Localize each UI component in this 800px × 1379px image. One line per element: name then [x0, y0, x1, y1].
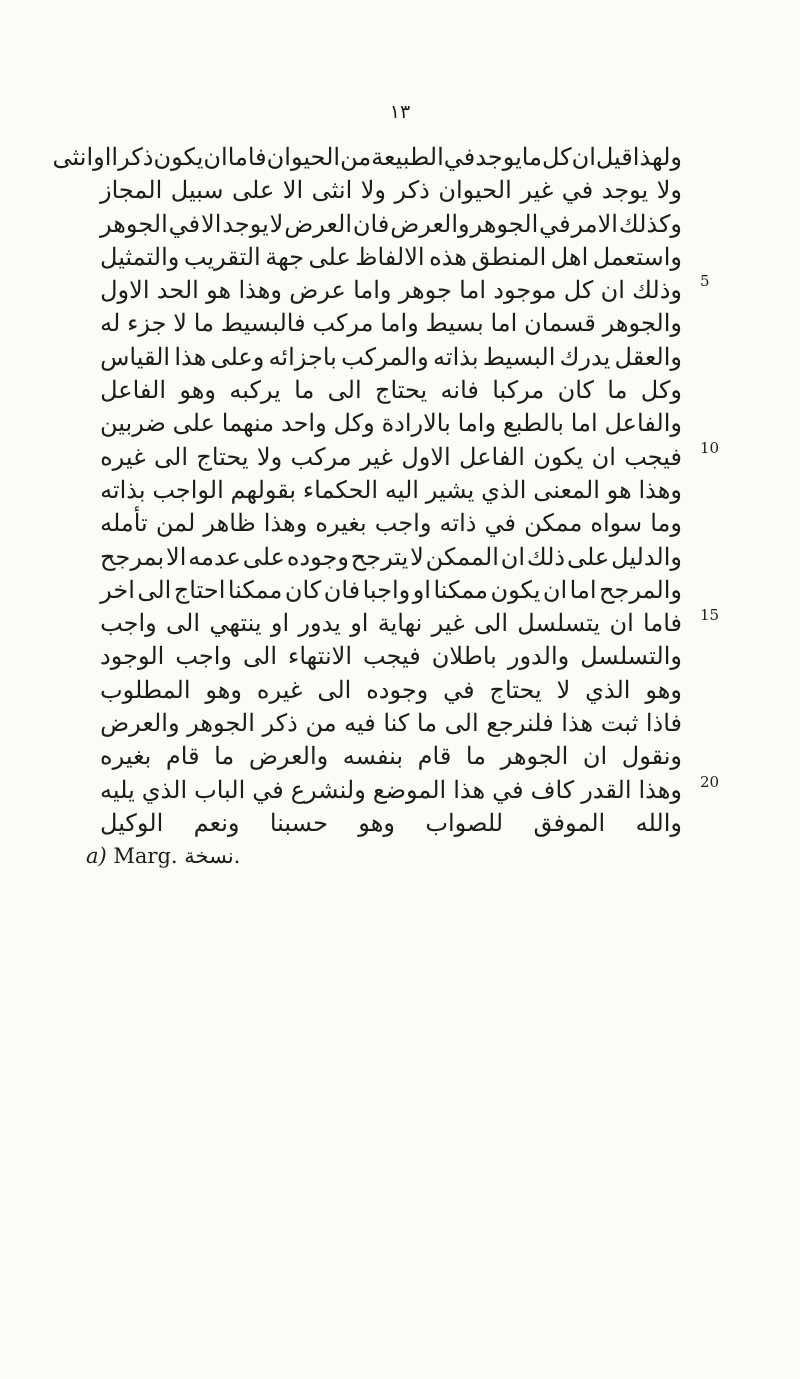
text-line: [100, 707, 682, 740]
text-line: [100, 274, 682, 307]
word: فانه: [440, 376, 479, 405]
word: على: [242, 542, 285, 571]
word: منهما: [221, 409, 275, 438]
word: ان: [600, 276, 625, 305]
word: او: [93, 143, 112, 171]
word: الباب: [194, 775, 246, 804]
word: وهذا: [263, 509, 308, 538]
word: الجوهر: [470, 209, 539, 238]
text-line: [100, 441, 682, 474]
word: قام: [165, 742, 200, 771]
word: سبيل: [170, 176, 224, 205]
word: عرض: [289, 276, 346, 305]
text-line: [100, 574, 682, 607]
word: الاول: [401, 442, 451, 471]
word: كنا: [383, 709, 410, 738]
word: كل: [563, 276, 594, 305]
word: ما: [193, 309, 214, 338]
word: يوجد: [601, 176, 649, 205]
word: ثبت: [600, 709, 639, 738]
word: التقريب: [183, 242, 261, 271]
word: الا: [282, 176, 304, 205]
word: وهو: [179, 376, 217, 405]
word: العرض: [284, 209, 353, 238]
word: في: [443, 675, 475, 704]
word: وهو: [205, 675, 243, 704]
word: الا: [166, 542, 187, 571]
word: والدليل: [611, 542, 682, 571]
word: ان: [203, 143, 228, 171]
word: الى: [317, 675, 352, 704]
word: في: [561, 176, 594, 205]
word: المنطق: [471, 242, 547, 271]
text-line: [100, 807, 682, 840]
word: ما: [521, 143, 542, 171]
word: سواه: [590, 509, 643, 538]
word: ما: [607, 376, 628, 405]
word: هو: [206, 276, 232, 305]
word: وكل: [640, 376, 682, 405]
word: جهة: [265, 242, 304, 271]
word: الجوهر: [100, 209, 168, 238]
word: الا: [201, 209, 222, 238]
word: ولا: [656, 176, 682, 205]
word: الواجب: [152, 475, 224, 504]
word: الامر: [571, 209, 618, 238]
word: ولا: [360, 176, 386, 205]
text-line: [100, 474, 682, 507]
word: ما: [294, 376, 315, 405]
word: كاف: [530, 775, 575, 804]
word: انثى: [52, 143, 94, 171]
text-line: [100, 407, 682, 440]
word: اخر: [100, 575, 135, 604]
word: ما: [214, 742, 235, 771]
word: الحيوان: [266, 143, 341, 171]
page-number: ١٣: [389, 101, 411, 123]
word: وجوده: [366, 675, 429, 704]
word: وهو: [645, 675, 682, 704]
word: بنفسه: [342, 742, 404, 771]
word: المطلوب: [100, 675, 191, 704]
word: وكذلك: [618, 209, 682, 238]
word: بالطبع: [502, 409, 564, 438]
word: الوجود: [100, 642, 165, 671]
text-line: [100, 307, 682, 340]
word: الى: [137, 575, 172, 604]
text-line: [100, 174, 682, 207]
word: الى: [166, 609, 201, 638]
word: فالبسيط: [220, 309, 306, 338]
word: يدور: [298, 609, 341, 638]
word: او: [350, 609, 369, 638]
word: ما: [416, 709, 438, 738]
footnote-text: Marg. نسخة.: [113, 844, 241, 868]
word: بالارادة: [381, 409, 451, 438]
word: يشير: [425, 475, 475, 504]
word: الذي: [585, 675, 631, 704]
word: ذلك: [526, 542, 566, 571]
word: يكون: [490, 575, 541, 604]
line-number: 15: [700, 606, 720, 624]
word: الفاعل: [100, 376, 167, 405]
word: الذي: [481, 475, 527, 504]
word: ولهذا: [632, 143, 682, 171]
word: ونعم: [193, 808, 240, 837]
word: في: [168, 209, 201, 238]
word: اليه: [384, 475, 419, 504]
word: يركبه: [229, 376, 281, 405]
text-line: [100, 208, 682, 241]
word: كان: [284, 575, 322, 604]
word: حسبنا: [269, 808, 328, 837]
word: واجب: [100, 609, 157, 638]
word: موجود: [493, 276, 557, 305]
word: ان: [591, 442, 616, 471]
word: ان: [582, 742, 608, 771]
word: من: [340, 143, 372, 171]
word: غير: [359, 442, 393, 471]
word: انثى: [311, 176, 353, 205]
word: لا: [410, 542, 424, 571]
word: يحتاج: [374, 376, 428, 405]
word: او: [270, 609, 290, 638]
text-line: [100, 241, 682, 274]
main-text: [52, 141, 682, 840]
text-line: [100, 541, 682, 574]
word: كان: [557, 376, 594, 405]
word: نهاية: [377, 609, 423, 638]
word: في: [484, 509, 516, 538]
word: باجزائه: [268, 342, 337, 371]
word: غير: [520, 176, 554, 205]
word: والمركب: [341, 342, 429, 371]
word: في: [252, 775, 284, 804]
word: له: [100, 309, 121, 338]
word: الفاعل: [459, 442, 525, 471]
word: هو: [606, 475, 632, 504]
word: الى: [243, 642, 278, 671]
text-line: [100, 774, 682, 807]
word: ان: [500, 542, 526, 571]
word: على: [308, 242, 351, 271]
word: لا: [269, 209, 284, 238]
word: ممكنا: [433, 575, 488, 604]
word: فيه: [344, 709, 376, 738]
word: الالفاظ: [355, 242, 425, 271]
word: ونقول: [621, 742, 682, 771]
word: الممكن: [425, 542, 499, 571]
word: ان: [542, 575, 568, 604]
word: الاول: [100, 276, 150, 305]
word: وهذا: [238, 276, 282, 305]
text-line: [100, 374, 682, 407]
word: المعنى: [533, 475, 600, 504]
word: واجبا: [362, 575, 411, 604]
word: ذاته: [439, 509, 477, 538]
word: في: [443, 143, 476, 171]
word: الانتهاء: [288, 642, 352, 671]
word: والعقل: [614, 342, 682, 371]
text-line: [100, 640, 682, 673]
word: واجب: [175, 642, 233, 671]
word: القدر: [581, 775, 632, 804]
word: الى: [444, 709, 479, 738]
word: من: [305, 709, 337, 738]
word: يحتاج: [196, 442, 249, 471]
word: فيجب: [624, 442, 682, 471]
word: قيل: [595, 143, 633, 171]
word: والدور: [507, 642, 570, 671]
word: واستعمل: [592, 242, 682, 271]
word: مركبا: [492, 376, 545, 405]
word: يوجد: [222, 209, 269, 238]
word: والعرض: [248, 742, 329, 771]
word: قسمان: [524, 309, 596, 338]
word: هذه: [429, 242, 467, 271]
word: لا: [556, 675, 571, 704]
word: على: [566, 542, 610, 571]
word: ذكرا: [111, 143, 154, 171]
word: والله: [635, 808, 682, 837]
word: يكون: [153, 143, 204, 171]
word: ذكر: [394, 176, 430, 205]
word: كل: [541, 143, 572, 171]
word: والعرض: [390, 209, 470, 238]
word: القياس: [100, 342, 171, 371]
word: ممكنا: [227, 575, 283, 604]
word: فان: [352, 209, 390, 238]
word: بسيط: [425, 309, 484, 338]
word: الى: [154, 442, 189, 471]
word: واجب: [374, 509, 432, 538]
word: عدمه: [188, 542, 241, 571]
word: اما: [459, 276, 487, 305]
word: فيجب: [363, 642, 421, 671]
word: وعلى: [210, 342, 265, 371]
word: باطلان: [431, 642, 497, 671]
word: ولا: [256, 442, 283, 471]
word: يحتاج: [489, 675, 542, 704]
word: غيره: [100, 442, 146, 471]
footnote: [86, 844, 486, 868]
word: ضربين: [100, 409, 166, 438]
word: والفاعل: [604, 409, 682, 438]
word: بذاته: [100, 475, 146, 504]
word: وهذا: [638, 775, 682, 804]
text-line: [100, 341, 682, 374]
word: الى: [474, 609, 508, 638]
word: جوهر: [398, 276, 452, 305]
word: غير: [431, 609, 465, 638]
word: يتسلسل: [517, 609, 601, 638]
word: ذكر: [262, 709, 298, 738]
word: والجوهر: [602, 309, 682, 338]
word: اما: [569, 575, 597, 604]
word: مركب: [290, 442, 352, 471]
word: ينتهي: [209, 609, 262, 638]
word: والتمثيل: [100, 242, 180, 271]
line-number: 10: [700, 439, 720, 457]
word: ما: [465, 742, 487, 771]
word: بذاته: [433, 342, 479, 371]
word: واما: [457, 409, 497, 438]
word: او: [412, 575, 431, 604]
word: ظاهر: [203, 509, 256, 538]
word: ان: [609, 609, 634, 638]
word: يترجح: [350, 542, 409, 571]
word: الحد: [156, 276, 199, 305]
word: وذلك: [632, 276, 682, 305]
word: والتسلسل: [580, 642, 682, 671]
word: واما: [380, 309, 419, 338]
word: والعرض: [100, 709, 180, 738]
word: لمن: [155, 509, 196, 538]
word: الحيوان: [438, 176, 512, 205]
word: اما: [570, 409, 598, 438]
word: البسيط: [482, 342, 556, 371]
line-number: 20: [700, 773, 720, 791]
word: على: [232, 176, 275, 205]
word: بغيره: [100, 742, 152, 771]
text-line: [100, 507, 682, 540]
word: الطبيعة: [371, 143, 444, 171]
text-line: [100, 740, 682, 773]
word: والمرجح: [598, 575, 682, 604]
word: على: [172, 409, 215, 438]
word: بغيره: [315, 509, 367, 538]
text-line: [100, 674, 682, 707]
word: فان: [323, 575, 361, 604]
word: وجوده: [286, 542, 349, 571]
word: وكل: [333, 409, 375, 438]
word: اهل: [550, 242, 589, 271]
word: اما: [490, 309, 518, 338]
word: الجوهر: [187, 709, 255, 738]
word: ولنشرع: [290, 775, 366, 804]
word: بقولهم: [230, 475, 297, 504]
word: الوكيل: [100, 808, 164, 837]
word: بمرجح: [100, 542, 165, 571]
word: يليه: [100, 775, 135, 804]
word: الحكماء: [302, 475, 379, 504]
text-line: [52, 141, 682, 174]
word: يدرك: [559, 342, 611, 371]
word: في: [492, 775, 524, 804]
word: قام: [417, 742, 452, 771]
word: مركب: [312, 309, 374, 338]
word: واما: [353, 276, 392, 305]
word: فلنرجع: [486, 709, 554, 738]
word: الموضع: [372, 775, 447, 804]
line-number: 5: [700, 272, 710, 290]
word: الموفق: [533, 808, 606, 837]
word: الجوهر: [500, 742, 569, 771]
word: الى: [327, 376, 362, 405]
word: ممكن: [524, 509, 583, 538]
word: واحد: [281, 409, 327, 438]
word: الذي: [141, 775, 188, 804]
footnote-marker: a): [86, 844, 107, 868]
word: فاما: [227, 143, 267, 171]
word: المجاز: [100, 176, 163, 205]
word: فاما: [643, 609, 682, 638]
word: ان: [571, 143, 596, 171]
word: فاذا: [645, 709, 682, 738]
word: احتاج: [173, 575, 226, 604]
word: يكون: [533, 442, 584, 471]
word: جزء: [127, 309, 167, 338]
word: هذا: [561, 709, 594, 738]
word: غيره: [256, 675, 303, 704]
word: هذا: [174, 342, 207, 371]
word: وهو: [358, 808, 395, 837]
word: في: [539, 209, 571, 238]
word: للصواب: [425, 808, 504, 837]
word: يوجد: [475, 143, 522, 171]
word: لا: [173, 309, 187, 338]
text-line: [100, 607, 682, 640]
word: وهذا: [638, 475, 682, 504]
word: هذا: [453, 775, 486, 804]
word: وما: [650, 509, 682, 538]
word: تأمله: [100, 509, 148, 538]
